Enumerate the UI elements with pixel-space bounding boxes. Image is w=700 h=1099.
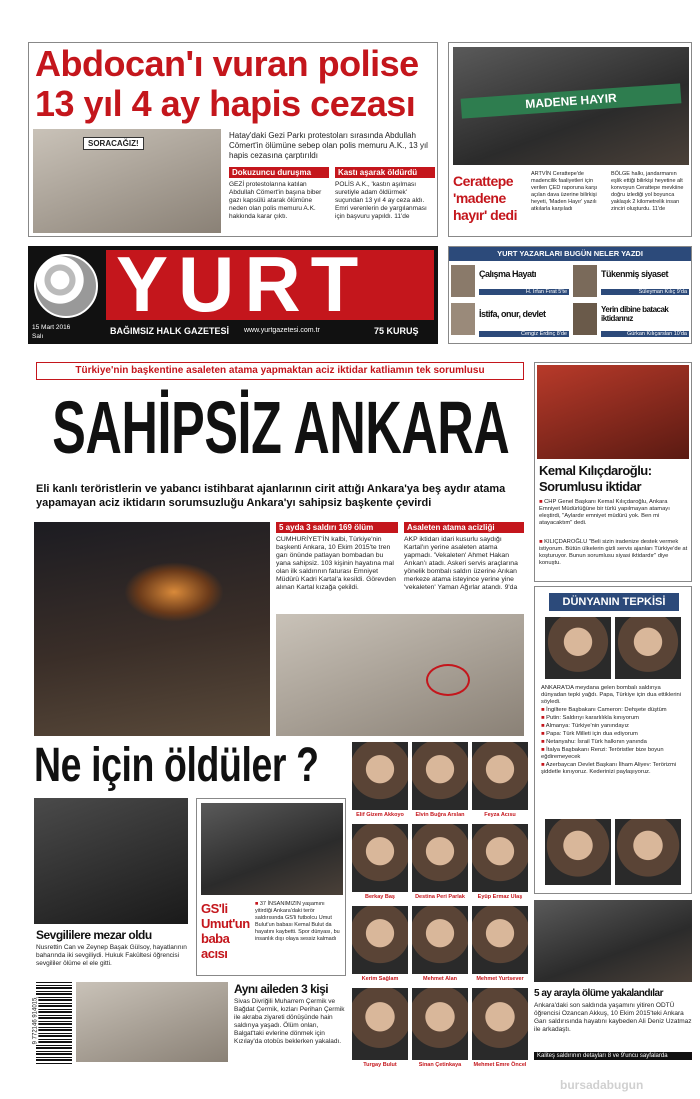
writer-title: Çalışma Hayatı — [479, 269, 537, 279]
victim-grid — [352, 742, 528, 1074]
writers-header: YURT YAZARLARI BUGÜN NELER YAZDI — [449, 247, 691, 261]
odtu-title: 5 ay arayla ölüme yakalandılar — [534, 988, 663, 999]
kilicdaroglu-text2: ■ KILIÇDAROĞLU "Beli sizin iradenize destek vermek istiyorum. Bütün ülkelerin gizli servis ajanları Türkiye'de at koşturuyor. Bunun sorumlusu siyasi iktidardır" diye konuştu. — [539, 539, 689, 567]
top-story — [28, 42, 438, 237]
col1-title: 5 ayda 3 saldırı 169 ölüm — [276, 522, 398, 533]
victim-photo — [472, 988, 528, 1060]
victim-name: Eyüp Ermaz Ulaş — [477, 894, 523, 900]
merkel-photo — [615, 819, 681, 885]
couple-title: Sevgililere mezar oldu — [36, 928, 152, 942]
world-title: DÜNYANIN TEPKİSİ — [549, 593, 679, 611]
victim-name: Sinan Çetinkaya — [418, 1062, 462, 1068]
gs-photo — [201, 803, 343, 895]
odtu-photo — [534, 900, 692, 982]
banner-text: MADENE HAYIR — [524, 90, 618, 112]
gs-title-2: Umut'un — [201, 916, 250, 931]
explosion-photo — [34, 522, 270, 736]
kilicdaroglu-text1: ■ CHP Genel Başkanı Kemal Kılıçdaroğlu, Ankara Emniyet Müdürlüğüne bir türlü yapılmayan atamayı eleştirdi, "Aylardır emniyet müdürü yok. Ben mi atayacaktım" dedi. — [539, 499, 689, 527]
victim-photo — [472, 742, 528, 810]
world-box — [534, 586, 692, 894]
barcode-number: 9 772146 914015 — [32, 997, 39, 1045]
writers-box — [448, 246, 692, 344]
family-text: Sivas Divriğili Muharrem Çermik ve Bağdat Çermik, kızları Perihan Çermik ile akraba ziyareti dönüşünde hain saldırıya yaşadı. Ölüm onları, Balgat'taki evlerine dönmek için Kızılay'da otobüs beklerken yakaladı. — [234, 998, 345, 1045]
victim-name: Berkay Baş — [365, 894, 395, 900]
victim-name: Mehmet Emre Öncel — [473, 1062, 527, 1068]
victim-photo — [412, 906, 468, 974]
couple-photo — [34, 798, 188, 924]
aerial-photo — [276, 614, 524, 736]
gs-title-3: baba — [201, 931, 230, 946]
writer-title: Yerin dibine batacak iktidarınız — [601, 305, 669, 323]
pope-photo — [615, 617, 681, 679]
cerattepe-photo — [453, 47, 689, 165]
col1-text: CUMHURİYET'İN kalbi, Türkiye'nin başkenti Ankara, 10 Ekim 2015'te tren garı önünde patlayan bombadan bu yana sahipsiz. 103 kişinin hayatına mal olan ilk saldırının faturası Emniyet Müdürü Kadri Kartal'a kesildi. Görevden alınan Kartal kızağa çekildi. — [276, 536, 396, 591]
kilicdaroglu-photo — [537, 365, 689, 459]
barcode — [32, 982, 72, 1064]
putin-photo — [545, 617, 611, 679]
writer-author: Cengiz Erdinç 8'de — [479, 331, 569, 337]
madene-hayir-banner — [461, 83, 682, 118]
kilicdaroglu-title: Kemal Kılıçdaroğlu: Sorumlusu iktidar — [539, 463, 652, 494]
masthead-name: YURT — [116, 240, 369, 328]
world-lead: ANKARA'DA meydana gelen bombalı saldırıya dünyadan tepki yağdı. Papa, Türkiye için dua ettiklerini söyledi. — [541, 685, 682, 705]
protest-photo — [33, 129, 221, 233]
victim-photo — [352, 742, 408, 810]
odtu-text: Ankara'daki son saldırıda yaşamını yitiren ODTÜ öğrencisi Ozancan Akkuş, 10 Ekim 2015'teki Ankara Garı saldırısında hayatını kaybeden Ali Deniz Uzatmaz ile arkadaştı. — [534, 1002, 692, 1033]
gs-title-4: acısı — [201, 946, 228, 961]
aliyev-photo — [545, 819, 611, 885]
masthead-tagline: BAĞIMSIZ HALK GAZETESİ — [110, 326, 229, 336]
victim-name: Destina Peri Parlak — [415, 894, 465, 900]
victim-photo — [472, 906, 528, 974]
world-item: ■ İngiltere Başbakanı Cameron: Dehşete düştüm — [541, 707, 687, 714]
victim-photo — [412, 742, 468, 810]
victim-name: Feyza Acısu — [484, 812, 516, 818]
writer-author: Gürkan Kılıçarslan 10'da — [601, 331, 689, 337]
sub1-title: Dokuzuncu duruşma — [229, 167, 329, 178]
top-headline-2: 13 yıl 4 ay hapis cezası — [35, 83, 416, 124]
cerattepe-story — [448, 42, 692, 237]
top-lead: Hatay'daki Gezi Parkı protestoları sırasında Abdullah Cömert'in ölümüne sebep olan polis memuru A.K., 13 yıl hapis cezasına çarptırıldı — [229, 131, 428, 160]
victims-headline: Ne için öldüler ? — [34, 739, 319, 792]
world-item: ■ Papa: Türk Milleti için dua ediyorum — [541, 731, 687, 738]
writer-avatar — [451, 303, 475, 335]
world-item: ■ Putin: Saldırıyı kararlılıkla kınıyorum — [541, 715, 687, 722]
world-list — [541, 707, 687, 776]
kilicdaroglu-box — [534, 362, 692, 582]
masthead-url: www.yurtgazetesi.com.tr — [244, 327, 320, 334]
writer-avatar — [573, 303, 597, 335]
writer-title: Tükenmiş siyaset — [601, 269, 669, 279]
victim-name: Elif Gizem Akkoyo — [356, 812, 404, 818]
sub1-text: GEZİ protestolarına katılan Abdullah Cömert'in başına biber gazı kapsülü atarak ölümüne neden olan polis memuru A.K. hakkında karar çıktı. — [229, 181, 322, 220]
victim-name: Kerim Sağlam — [361, 976, 399, 982]
family-photo — [76, 982, 228, 1062]
gs-text: ■ 37 İNSANIMIZIN yaşamını yitirdiği Ankara'daki terör saldırısında GS'li futbolcu Umut Bulut'un babası Kemal Bulut da hayatını kaybetti. Spor dünyası, bu insanlık dışı olaya sessiz kalmadı — [255, 901, 343, 943]
world-item: ■ Azerbaycan Devlet Başkanı İlham Aliyev: Terörizmi şiddetle kınıyoruz. Kederinizi paylaşıyoruz. — [541, 762, 687, 776]
masthead-price: 75 KURUŞ — [374, 326, 419, 336]
watermark: bursadabugun — [560, 1078, 644, 1092]
main-kicker: Türkiye'nin başkentine asaleten atama yapmaktan aciz iktidar katliamın tek sorumlusu — [36, 362, 524, 380]
victim-photo — [412, 824, 468, 892]
victim-photo — [352, 906, 408, 974]
writer-avatar — [573, 265, 597, 297]
fire-glow — [124, 562, 224, 622]
writer-author: Süleyman Kılıç 9'da — [601, 289, 689, 295]
col2-title: Asaleten atama acizliği — [404, 522, 524, 533]
globe-logo-icon — [34, 254, 98, 318]
masthead-date: 15 Mart 2016 — [32, 324, 71, 331]
victim-name: Turgay Bulut — [363, 1062, 397, 1068]
main-headline: SAHİPSİZ ANKARA — [52, 386, 510, 469]
victim-name: Mehmet Alan — [422, 976, 458, 982]
victim-photo — [412, 988, 468, 1060]
world-item: ■ İtalya Başbakanı Renzi: Teröristler bize boyun eğdiremeyecek — [541, 747, 687, 761]
top-headline-1: Abdocan'ı vuran polise — [35, 43, 419, 84]
writer-author: H. İrfan Fırat 5'te — [479, 289, 569, 295]
world-item: ■ Netanyahu: İsrail Türk halkının yanında — [541, 739, 687, 746]
victim-name: Mehmet Yurtsever — [476, 976, 524, 982]
gs-box — [196, 798, 346, 976]
family-title: Aynı aileden 3 kişi — [234, 982, 329, 996]
victim-name: Elvin Buğra Arslan — [415, 812, 465, 818]
main-deck: Eli kanlı teröristlerin ve yabancı istihbarat ajanlarının cirit attığı Ankara'ya beş aydır atama yapamayan aciz iktidarın sorumsuzluğu Ankara'yı sahipsiz başkente çevirdi — [36, 483, 506, 509]
sub2-text: POLİS A.K., 'kastın aşılması suretiyle adam öldürmek' suçundan 13 yıl 4 ay ceza aldı. Emri verenlerin de yargılanması için başvuru yapıldı. 11'de — [335, 181, 427, 220]
masthead — [28, 240, 438, 344]
victim-photo — [352, 824, 408, 892]
couple-text: Nusrettin Can ve Zeynep Başak Gülsoy, hayatlarının baharında iki sevgiliydi. Hukuk Fakültesi öğrencisi sevgililer ölüme el ele gitti. — [36, 944, 187, 967]
odtu-footer: Kaliteş saldırının detayları 8 ve 9'uncu sayfalarda — [534, 1052, 692, 1060]
masthead-day: Salı — [32, 333, 44, 340]
cerattepe-text2: BÖLGE halkı, jandarmanın eşlik ettiği bilirkişi heyetine alt konvoyun Cerattepe mevkiine doğru izlediği yol boyunca yaklaşık 2 kilometrelik insan zinciri oluşturdu. 11'de — [611, 171, 684, 212]
cerattepe-text1: ARTVİN Cerattepe'de madencilik faaliyetleri için verilen ÇED raporuna karşı açılan dava üzerine bilirkişi heyeti, 'Maden Hayır' yazılı atkılarla karşıladı — [531, 171, 598, 212]
highlight-circle — [426, 664, 470, 696]
victim-photo — [352, 988, 408, 1060]
writer-title: İstifa, onur, devlet — [479, 309, 546, 319]
protest-sign: SORACAĞIZ! — [83, 137, 144, 150]
victim-photo — [472, 824, 528, 892]
col2-text: AKP iktidarı idari kusurlu saydığı Kartal'ın yerine asaleten atama yapmadı. 'Vekaleten' Ahmet Hakan Arıkan'ı atadı. Askeri servis araçlarına yönelik bombalı saldırı üzerine Arıkan merkeze atama isteyince yerine yine 'vekaleten' Yaman Ağırlar atandı. 9'da — [404, 536, 518, 591]
world-item: ■ Almanya: Türkiye'nin yanındayız — [541, 723, 687, 730]
gs-title-1: GS'li — [201, 901, 228, 916]
sub2-title: Kastı aşarak öldürdü — [335, 167, 435, 178]
writer-avatar — [451, 265, 475, 297]
cerattepe-title: Cerattepe 'madene hayır' dedi — [453, 173, 517, 223]
